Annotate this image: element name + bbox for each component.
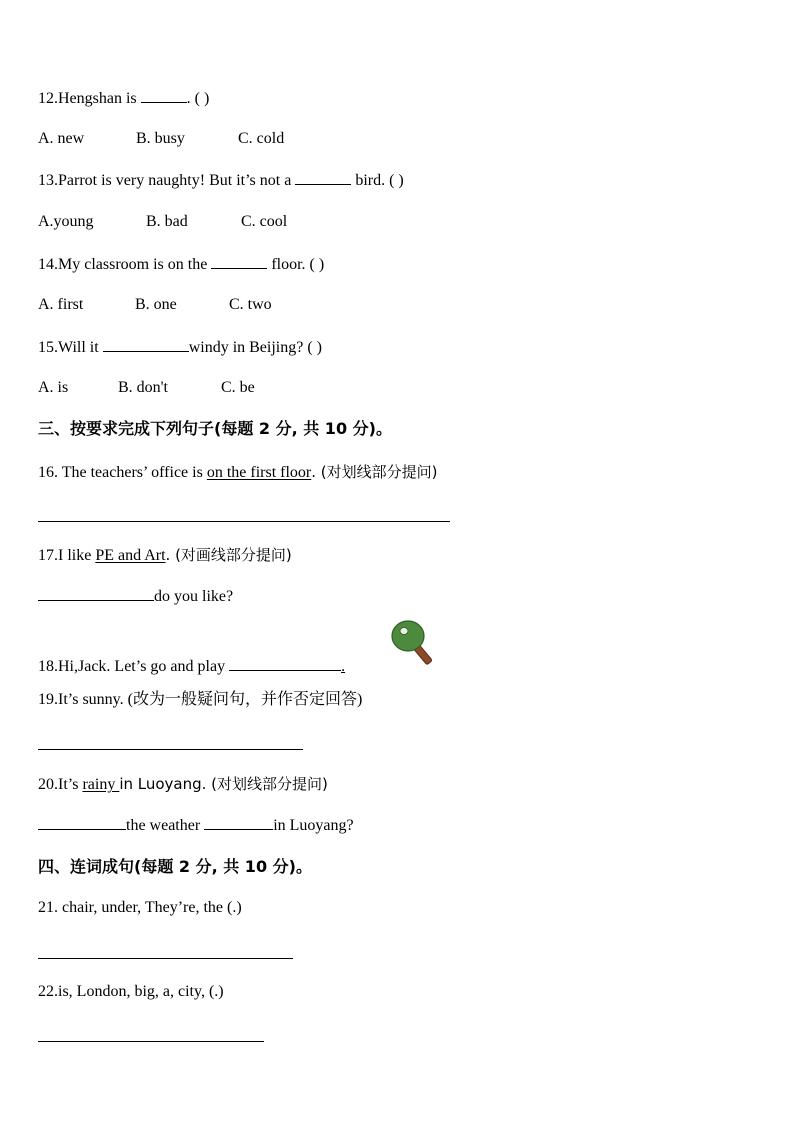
question-20-blank-1[interactable] [38,815,126,830]
question-16-underlined-phrase: on the first floor [206,464,312,481]
question-19-answer-line[interactable] [38,749,303,750]
question-17-answer-tail: do you like? [154,588,234,605]
question-15-option-a[interactable]: A. is [38,379,69,396]
question-15-stem-start: 15.Will it [38,339,103,356]
question-13-option-b[interactable]: B. bad [146,213,188,230]
question-20-answer [38,815,354,836]
question-12-stem-start: 12.Hengshan is [38,90,141,107]
question-15-stem-end: windy in Beijing? ( ) [188,339,322,356]
question-20-blank-2[interactable] [204,815,273,830]
question-21-answer-line[interactable] [38,958,293,959]
section-3-heading: 三、按要求完成下列句子(每题 2 分, 共 10 分)。 [38,419,392,438]
question-22-answer-line[interactable] [38,1041,264,1042]
question-14-stem-start: 14.My classroom is on the [38,256,212,273]
question-13 [38,170,404,191]
section-4-heading: 四、连词成句(每题 2 分, 共 10 分)。 [38,857,312,876]
question-17-blank[interactable] [38,586,154,601]
question-15-blank[interactable] [103,337,189,352]
question-13-option-a[interactable]: A.young [38,213,94,230]
question-15 [38,337,322,358]
question-18-stem: 18.Hi,Jack. Let’s go and play [38,658,230,675]
ping-pong-paddle-icon [388,618,442,670]
question-14-option-b[interactable]: B. one [135,296,177,313]
question-20 [38,774,328,795]
question-19-stem: 19.It’s sunny. (改为一般疑问句，并作否定回答) [38,691,363,708]
question-18-period: . [341,658,346,675]
question-13-options [38,212,287,232]
question-20-instruction: in Luoyang. (对划线部分提问) [119,775,328,793]
question-12 [38,88,209,109]
question-16-instruction: . (对划线部分提问) [311,463,438,481]
question-12-option-a[interactable]: A. new [38,130,85,147]
question-15-option-c[interactable]: C. be [221,379,255,396]
question-13-blank[interactable] [295,170,351,185]
question-19 [38,690,362,710]
question-14 [38,254,324,275]
question-20-stem-start: 20.It’s [38,776,83,793]
question-16-answer-line[interactable] [38,521,450,522]
question-12-options [38,129,284,149]
question-20-underlined-word: rainy [82,776,120,793]
question-12-blank[interactable] [141,88,187,103]
question-16 [38,462,438,483]
question-16-stem-start: 16. The teachers’ office is [38,464,207,481]
question-14-options [38,295,272,315]
question-13-stem-end: bird. ( ) [351,172,404,189]
question-12-option-c[interactable]: C. cold [238,130,285,147]
question-14-option-a[interactable]: A. first [38,296,84,313]
question-14-option-c[interactable]: C. two [229,296,272,313]
question-13-stem-start: 13.Parrot is very naughty! But it’s not a [38,172,296,189]
question-21: 21. chair, under, They’re, the (.) [38,899,242,916]
question-17-underlined-phrase: PE and Art [95,547,166,564]
question-14-stem-end: floor. ( ) [267,256,325,273]
question-18 [38,656,345,677]
question-17 [38,545,292,566]
question-17-instruction: . (对画线部分提问) [165,546,292,564]
question-15-option-b[interactable]: B. don't [118,379,168,396]
question-17-stem-start: 17.I like [38,547,96,564]
question-17-answer [38,586,233,607]
question-14-blank[interactable] [211,254,267,269]
question-12-option-b[interactable]: B. busy [136,130,185,147]
question-15-options [38,378,255,398]
question-18-blank[interactable] [229,656,341,671]
question-20-answer-tail: in Luoyang? [273,817,354,834]
question-13-option-c[interactable]: C. cool [241,213,288,230]
question-12-stem-end: . ( ) [186,90,210,107]
question-22: 22.is, London, big, a, city, (.) [38,983,224,1000]
question-20-answer-mid: the weather [126,817,205,834]
